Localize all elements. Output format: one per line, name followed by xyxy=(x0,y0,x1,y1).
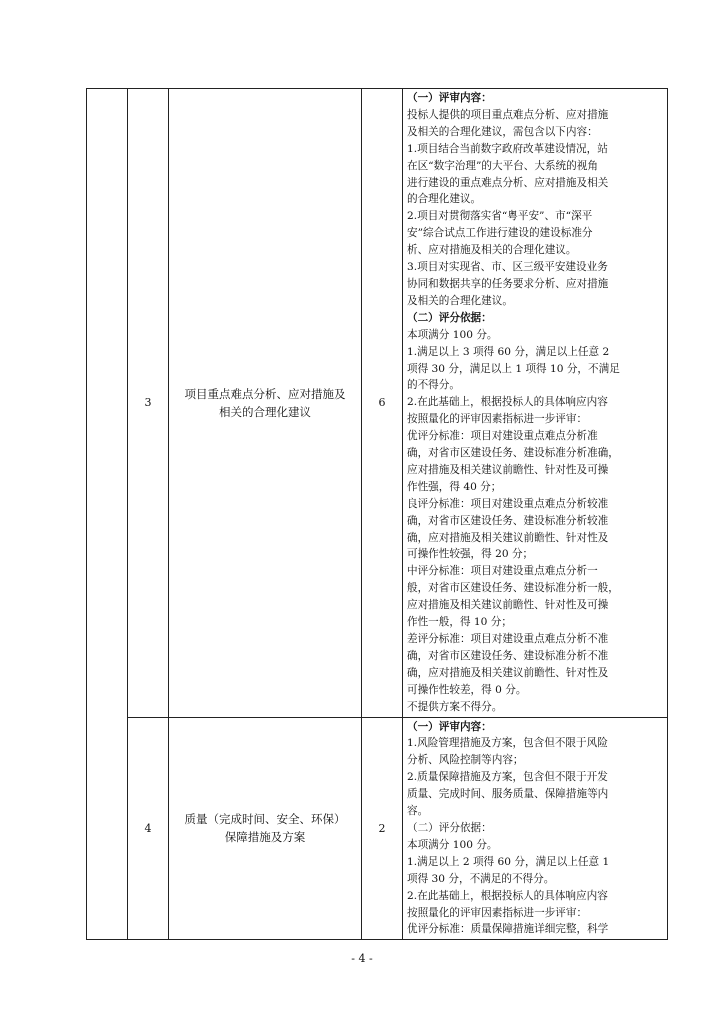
criteria-line: （二）评分依据： xyxy=(407,311,492,324)
criteria-line: 2.质量保障措施及方案，包含但不限于开发 xyxy=(407,771,608,784)
page-number: - 4 - xyxy=(351,952,373,965)
criteria-line: 可操作性较差，得 0 分。 xyxy=(407,683,527,696)
criteria-line: 1.满足以上 2 项得 60 分，满足以上任意 1 xyxy=(407,855,610,868)
criteria-line: 项得 30 分，满足以上 1 项得 10 分，不满足 xyxy=(407,362,620,375)
table-row xyxy=(87,717,668,940)
item-name-cell: 项目重点难点分析、应对措施及相关的合理化建议 xyxy=(169,89,362,718)
item-name-cell: 质量（完成时间、安全、环保）保障措施及方案 xyxy=(169,717,362,940)
criteria-line: 作性一般，得 10 分； xyxy=(407,616,512,629)
criteria-line: 确，应对措施及相关建议前瞻性、针对性及 xyxy=(407,531,609,544)
criteria-line: 在区“数字治理”的大平台、大系统的视角 xyxy=(407,159,598,172)
score-cell: 2 xyxy=(362,717,403,940)
criteria-line: （一）评审内容： xyxy=(407,720,492,733)
criteria-line: 的合理化建议。 xyxy=(407,193,482,206)
criteria-line: 不提供方案不得分。 xyxy=(407,700,503,713)
criteria-cell xyxy=(403,89,668,718)
criteria-line: 优评分标准：质量保障措施详细完整，科学 xyxy=(407,923,609,936)
criteria-line: 3.项目对实现省、市、区三级平安建设业务 xyxy=(407,261,608,274)
criteria-line: 般，对省市区建设任务、建设标准分析一般， xyxy=(407,582,619,595)
criteria-line: 确，应对措施及相关建议前瞻性、针对性及 xyxy=(407,666,609,679)
table-row xyxy=(87,89,668,718)
row-number-cell: 3 xyxy=(128,89,169,718)
criteria-line: 2.项目对贯彻落实省“粤平安”、市“深平 xyxy=(407,210,593,223)
criteria-line: 作性强，得 40 分； xyxy=(407,480,502,493)
criteria-line: 1.风险管理措施及方案，包含但不限于风险 xyxy=(407,737,608,750)
criteria-line: 质量、完成时间、服务质量、保障措施等内 xyxy=(407,788,609,801)
criteria-line: 优评分标准：项目对建设重点难点分析准 xyxy=(407,430,598,443)
criteria-line: （一）评审内容： xyxy=(407,92,492,104)
criteria-line: 按照量化的评审因素指标进一步评审： xyxy=(407,413,588,426)
criteria-line: 协同和数据共享的任务要求分析、应对措施 xyxy=(407,277,609,290)
criteria-line: 良评分标准：项目对建设重点难点分析较准 xyxy=(407,497,609,510)
criteria-line: 本项满分 100 分。 xyxy=(407,838,498,851)
criteria-line: 差评分标准：项目对建设重点难点分析不准 xyxy=(407,633,609,645)
criteria-cell xyxy=(403,717,668,940)
criteria-line: （二）评分依据： xyxy=(407,821,492,834)
criteria-line: 按照量化的评审因素指标进一步评审： xyxy=(407,906,588,919)
criteria-line: 1.满足以上 3 项得 60 分，满足以上任意 2 xyxy=(407,345,610,358)
criteria-line: 分析、风险控制等内容； xyxy=(407,754,524,767)
criteria-line: 投标人提供的项目重点难点分析、应对措施 xyxy=(407,108,609,121)
score-cell: 6 xyxy=(362,89,403,718)
criteria-line: 确，对省市区建设任务、建设标准分析较准 xyxy=(407,514,609,527)
criteria-line: 确，对省市区建设任务、建设标准分析准确， xyxy=(407,447,619,460)
criteria-line: 及相关的合理化建议，需包含以下内容： xyxy=(407,125,598,138)
criteria-line: 析、应对措施及相关的合理化建议。 xyxy=(407,244,577,257)
criteria-line: 应对措施及相关建议前瞻性、针对性及可操 xyxy=(407,463,609,476)
scoring-table xyxy=(86,88,668,940)
criteria-line: 及相关的合理化建议。 xyxy=(407,294,513,307)
criteria-line: 2.在此基础上，根据投标人的具体响应内容 xyxy=(407,889,608,902)
criteria-line: 1.项目结合当前数字政府改革建设情况，站 xyxy=(407,142,608,155)
criteria-line: 容。 xyxy=(407,805,429,818)
criteria-line: 应对措施及相关建议前瞻性、针对性及可操 xyxy=(407,599,609,612)
criteria-line: 确，对省市区建设任务、建设标准分析不准 xyxy=(407,649,609,662)
criteria-line: 本项满分 100 分。 xyxy=(407,328,498,341)
criteria-line: 安”综合试点工作进行建设的建设标准分 xyxy=(407,227,593,240)
criteria-line: 2.在此基础上，根据投标人的具体响应内容 xyxy=(407,396,608,409)
row-number-cell: 4 xyxy=(128,717,169,940)
criteria-line: 中评分标准：项目对建设重点难点分析一 xyxy=(407,565,598,578)
category-cell xyxy=(87,89,128,940)
criteria-line: 进行建设的重点难点分析、应对措施及相关 xyxy=(407,176,609,189)
criteria-line: 可操作性较强，得 20 分； xyxy=(407,548,534,561)
criteria-line: 的不得分。 xyxy=(407,379,460,392)
criteria-line: 项得 30 分，不满足的不得分。 xyxy=(407,872,555,885)
